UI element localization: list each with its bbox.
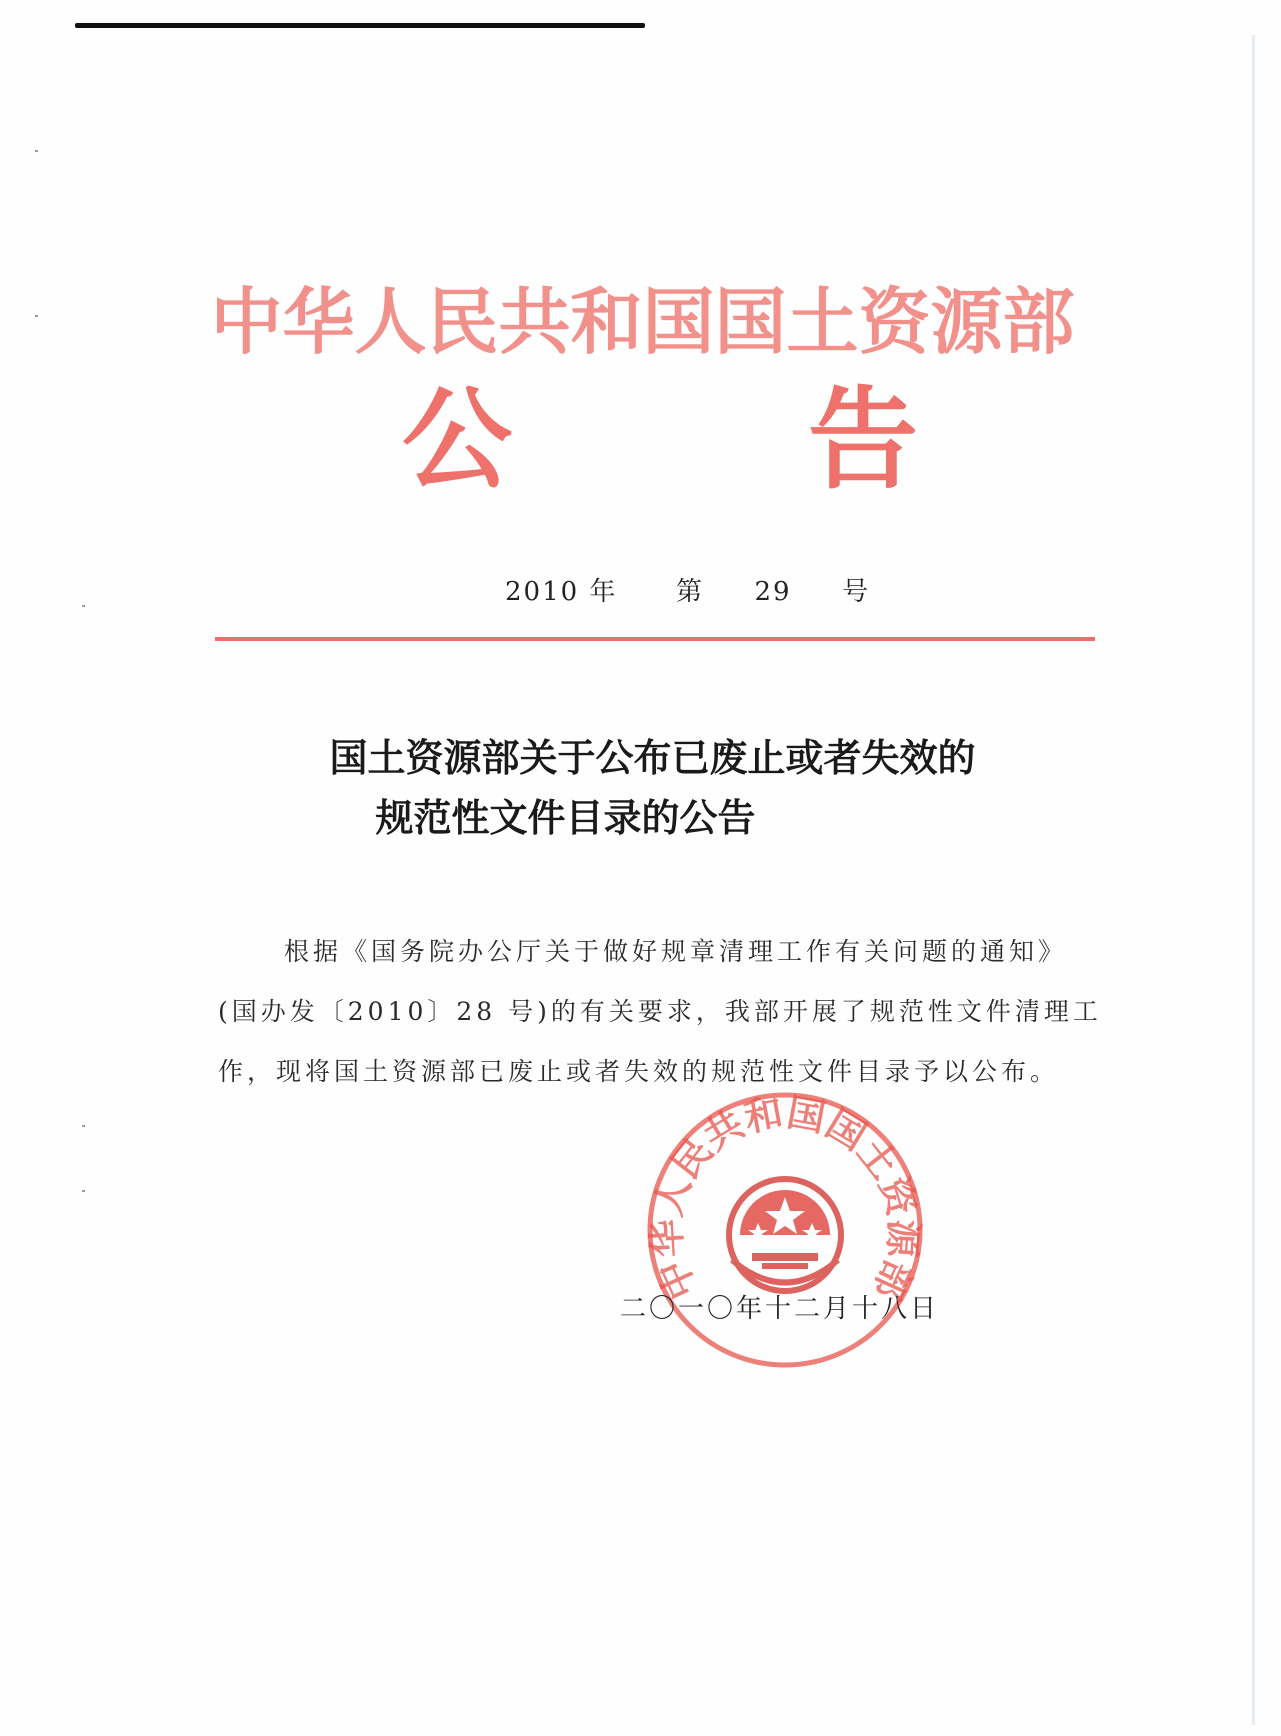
scan-speck (82, 1125, 85, 1127)
document-type-char-1: 公 (402, 375, 512, 504)
header-red-rule (215, 637, 1095, 641)
scan-speck (82, 605, 85, 607)
body-text-line-3: 作，现将国土资源部已废止或者失效的规范性文件目录予以公布。 (218, 1057, 1060, 1086)
national-emblem-icon (729, 1179, 841, 1291)
doc-year: 2010 年 (505, 577, 618, 607)
body-text-line-2: (国办发〔2010〕28 号)的有关要求，我部开展了规范性文件清理工 (218, 997, 1102, 1026)
seal-ring-text: 中华人民共和国国土资源部 (643, 1089, 927, 1307)
body-text-line-1: 根据《国务院办公厅关于做好规章清理工作有关问题的通知》 (284, 937, 1068, 966)
announcement-title-line-1: 国土资源部关于公布已废止或者失效的 (329, 735, 976, 780)
scan-artifact-bar (75, 23, 645, 28)
issue-date: 二〇一〇年十二月十八日 (620, 1294, 940, 1324)
official-seal (640, 1085, 930, 1375)
document-number (505, 575, 870, 609)
scan-speck (35, 315, 38, 317)
doc-number-suffix: 号 (842, 577, 871, 607)
doc-number-value: 29 (754, 577, 792, 607)
document-type-char-2: 告 (808, 375, 918, 504)
scan-artifact-edge (1252, 35, 1255, 1725)
doc-number-prefix: 第 (675, 577, 704, 607)
issuing-organization: 中华人民共和国国土资源部 (210, 279, 1075, 364)
announcement-title-line-2: 规范性文件目录的公告 (375, 795, 756, 840)
scan-speck (35, 150, 38, 152)
scan-speck (82, 1190, 85, 1192)
